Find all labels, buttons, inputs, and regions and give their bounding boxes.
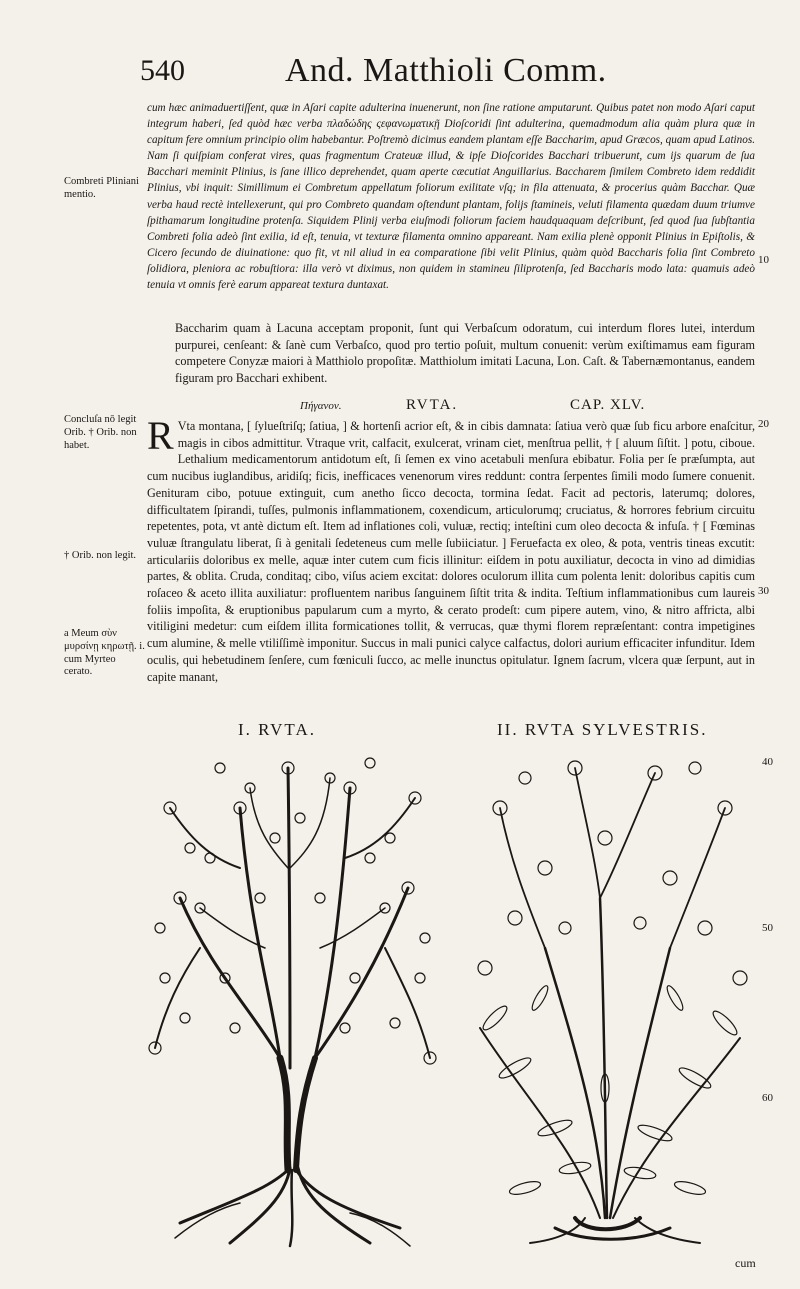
line-number-10: 10 — [758, 254, 769, 266]
margin-note-meum: a Meum σὺν μυρσίνῃ κηρωτῇ. i. cum Myrteo cerato. — [64, 628, 145, 678]
margin-note-oribasius-2: † Orib. non legit. — [64, 550, 137, 561]
running-title: And. Matthioli Comm. — [285, 52, 607, 89]
line-number-30: 30 — [758, 585, 769, 597]
figure-caption-ruta: I. RVTA. — [238, 720, 316, 739]
chapter-body-content: Vta montana, [ ſylueſtriſq; ſatiua, ] & hortenſi acrior eſt, & in cibis damnata: ſatiua verò quæ ſub ficu arbore enaſcitur, magis in cibos admittitur. Vtraque vrit, calfacit, exulcerat, vrinam ciet, menſtrua pellit, † [ aluum ſiſtit. ] potu, ciboue. Lethalium medicamentorum antidotum eſt, ſi ſemen ex vino acetabuli menſura ebibatur. Folia per ſe præſumpta, aut cum nucibus iuglandibus, aridiſq; ficis, inefficaces venenorum vires reddunt: contra ſerpentes ſimili modo ſumere conuenit. Genituram cibo, potuue extinguit, cum anetho ſicco decocta, tormina ſedat. Facit ad pectoris, laterumq; dolores, difficultatem ſpirandi, tuſſes, pulmonis inflammationem, coxendicum, articulorumq; cruciatus, & horrores febrium circuitu repetentes, pota, vt antè dictum eſt. Item ad inflationes coli, vuluæ, rectiq; inteſtini cum oleo decocta & infuſa. † [ Fœminas vuluæ ſtrangulatu liberat, ſi à genitali ſedeteneus cum melle ſubiiciatur. ] Feruefacta ex oleo, & pota, ventris tineas excutit: articulariis doloribus ex melle, aquæ inter cutem cum ficis illinitur: eiſdem in potu auxiliatur, decocta in vino ad dimidias partes, & oblita. Cruda, conditaq; cibo, viſus aciem excitat: dolores oculorum illita cum polenta lenit: doloribus capitis cum roſaceo & aceto illita auxiliatur: profluentem naribus ſanguinem ſiſtit trita & indita. Teſtium inflammationibus cum laureis foliis impoſita, & eruptionibus papularum cum a myrto, & cerato prodeſt: cum pipere autem, vino, & nitro affricta, albi vitiligini medetur: cum eiſdem illita formicationes tollit, & verrucas, quæ thymi florem repræſentant: contra impetigines cum alumine, & melle vtiliſſimè imponitur. Succus in mali punici calyce calfactus, dolori aurium efficaciter infunditur. Idem oculis, qui hebetudinem ſenſere, cum fœniculi ſucco, ac melle inunctus opitulatur. Ignem ſacrum, vlcera quæ ſerpunt, aut in capite manant, — [147, 419, 755, 684]
margin-note-combretum: Combreti Pliniani mentio. — [64, 176, 139, 200]
line-number-50: 50 — [762, 922, 773, 934]
commentary-paragraph-italic: cum hæc animaduertiſſent, quæ in Aſari capite adulterina inuenerunt, non ſine ratione amputarunt. Quibus patet non modo Aſari caput integrum haberi, ſed quòd hæc verba πλαδώδης ςεφανωματικῇ Dioſcoridi ſint adulterina, quemadmodum alia quàm plura quæ in capitum fere omnium principio olim habebantur. Poſtremò dicimus eandem plantam eſſe Baccharim, apud Græcos, quam apud Latinos. Nam ſi quiſpiam conferat vires, quas fragmentum Crateuæ illud, & ipſe Dioſcorides Bacchari tribuerunt, cum ijs quarum de ſua Bacchari meminit Plinius, is ſane illico deprehendet, quam aperte cæcutiat Anguillarius. Baccharem ſimilem Combreto idem reddidit Plinius, vbi inquit: Simillimum ei Combretum appellatum foliorum exilitate vſq; in fila attenuata, & procerius quàm Bacchar. Quæ verba haud rectè intellexerunt, qui pro Combreto quandam oſtendunt plantam, folijs ſtamineis, veluti filamenta quædam duum triumve ſpithamarum longitudine protenſa. Siquidem Plinij verba eiuſmodi foliorum faciem haudquaquam deſcribunt, ſed quod ſua ſubſtantia Combreti folia adeò ſint exilia, id eſt, tenuia, vt texturæ filamenta omnino appareant. Nam exilia plenè opponit Plinius in Epiſtolis, & Cicero ſecundo de diuinatione: quo fit, vt nil aliud in ea comparatione ſibi velit Plinius, quàm quòd Baccharis folia ſint Combreto ſolidiora, pleniora ac robuſtiora: illa verò vt diximus, non quidem in stamineu ſiliprotenſa, ſed Baccharis modo lata: quamuis adeò tenuia vt omnis ferè earum appareat textura duntaxat. — [147, 102, 755, 292]
wild-rue-plant-illustration — [455, 748, 755, 1248]
page-header — [140, 52, 760, 98]
rue-plant-illustration — [140, 748, 440, 1248]
line-number-20: 20 — [758, 418, 769, 430]
chapter-body-text — [147, 413, 755, 685]
catchword: cum — [735, 1256, 756, 1270]
line-number-60: 60 — [762, 1092, 773, 1104]
chapter-heading — [140, 397, 760, 419]
figure-caption-ruta-sylvestris: II. RVTA SYLVESTRIS. — [497, 720, 708, 739]
chapter-number: CAP. XLV. — [570, 397, 646, 413]
commentary-paragraph-roman: Baccharim quam à Lacuna acceptam proponit, ſunt qui Verbaſcum odoratum, cui interdum flores lutei, interdum purpurei, cenſeant: & ſanè cum Verbaſco, quod pro tertio poſuit, multum conuenit: verùm exiſtimamus eam figuram competere Conyzæ maiori à Matthiolo propoſitæ. Matthiolum imitati Lacuna, Lon. Caſt. & Tabernæmontanus, eandem figuram pro Bacchari exhibent. — [175, 321, 755, 385]
line-number-40: 40 — [762, 756, 773, 768]
margin-note-oribasius-1: Concluſa nō legit Orib. † Orib. non habet. — [64, 414, 137, 451]
drop-cap: R — [147, 413, 174, 458]
chapter-title: RVTA. — [406, 397, 459, 413]
chapter-greek-title: Πήγανον. — [300, 400, 342, 412]
page-number: 540 — [140, 54, 185, 87]
